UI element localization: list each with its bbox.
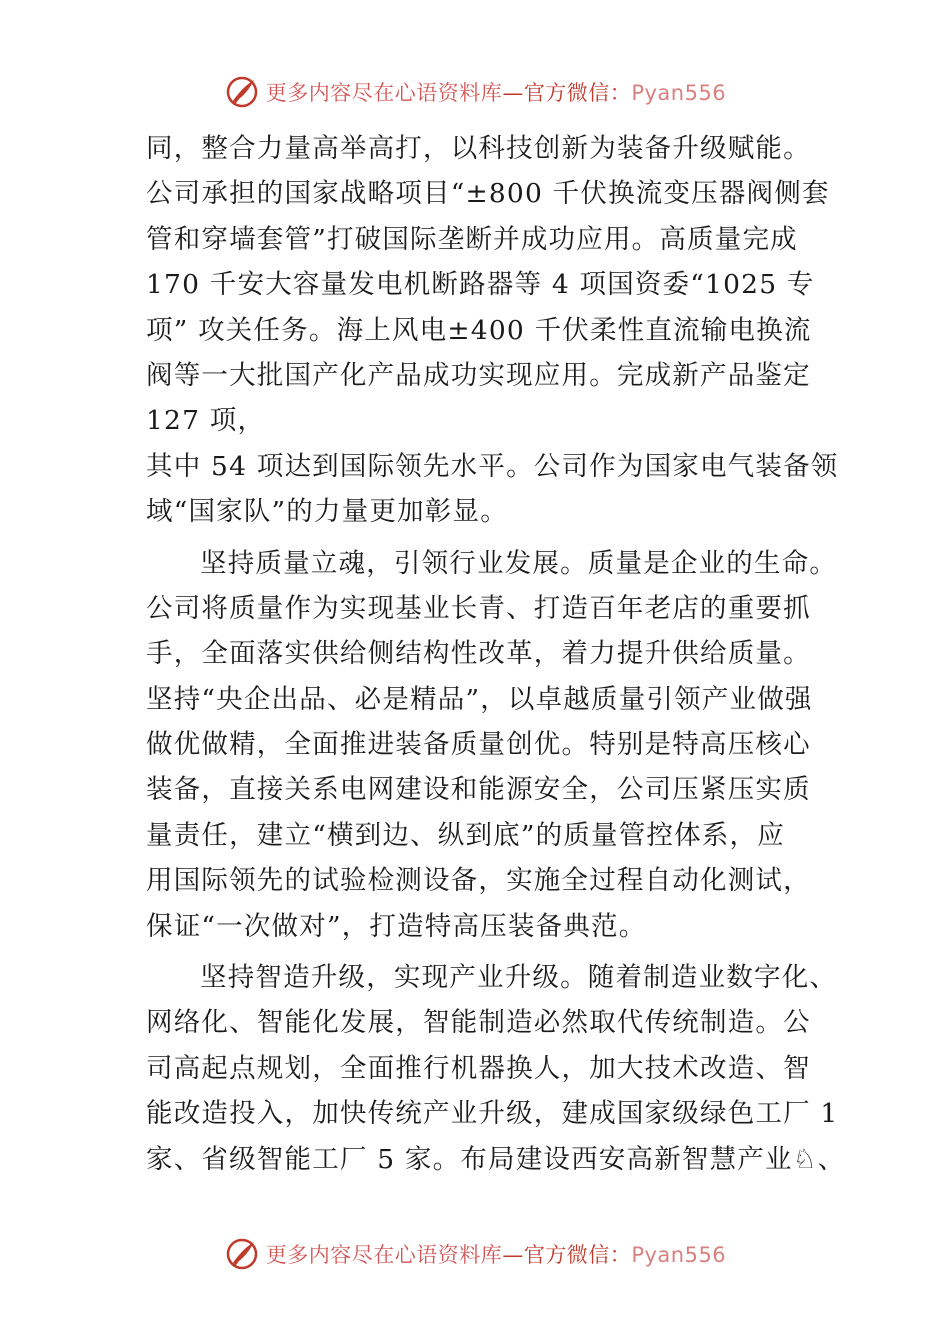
header-text <box>266 77 726 107</box>
paragraph-2-start: 坚持质量立魂，引领行业发展。质量是企业的生命。 <box>200 547 838 579</box>
header-banner <box>0 72 950 112</box>
header-banner-inner <box>224 74 726 110</box>
text-line-2: 公司承担的国家战略项目“±800 千伏换流变压器阀侧套 <box>146 178 830 210</box>
text-line-22: 能改造投入，加快传统产业升级，建成国家级绿色工厂 1 <box>146 1098 839 1130</box>
text-line-21: 司高起点规划，全面推行机器换人，加大技术改造、智 <box>146 1052 811 1084</box>
header-wechat-label: 官方微信： <box>523 81 632 105</box>
text-line-4: 170 千安大容量发电机断路器等 4 项国资委“1025 专 <box>146 269 815 301</box>
quill-logo-icon <box>224 74 260 110</box>
header-separator: — <box>502 81 524 105</box>
paragraph-3-start: 坚持智造升级，实现产业升级。随着制造业数字化、 <box>200 962 838 994</box>
text-line-13: 坚持“央企出品、必是精品”，以卓越质量引领产业做强 <box>146 683 813 715</box>
text-line-9: 域“国家队”的力量更加彰显。 <box>146 496 508 528</box>
text-line-5: 项” 攻关任务。海上风电±400 千伏柔性直流输电换流 <box>146 314 812 346</box>
footer-wechat-label: 官方微信： <box>523 1243 632 1267</box>
text-line-7: 127 项， <box>146 405 266 437</box>
text-line-3: 管和穿墙套管”打破国际垄断并成功应用。高质量完成 <box>146 223 798 255</box>
footer-banner <box>0 1234 950 1274</box>
footer-banner-inner <box>224 1236 726 1272</box>
text-line-11: 公司将质量作为实现基业长青、打造百年老店的重要抓 <box>146 592 811 624</box>
text-line-12: 手，全面落实供给侧结构性改革，着力提升供给质量。 <box>146 638 811 670</box>
text-line-20: 网络化、智能化发展，智能制造必然取代传统制造。公 <box>146 1007 811 1039</box>
quill-logo-icon <box>224 1236 260 1272</box>
footer-text <box>266 1239 726 1269</box>
text-line-16: 量责任，建立“横到边、纵到底”的质量管控体系，应 <box>146 819 785 851</box>
text-line-14: 做优做精，全面推进装备质量创优。特别是特高压核心 <box>146 729 811 761</box>
text-line-23: 家、省级智能工厂 5 家。布局建设西安高新智慧产业♘、 <box>146 1143 846 1175</box>
footer-wechat-id: Pyan556 <box>631 1243 727 1267</box>
document-body <box>146 126 846 1182</box>
text-line-17: 用国际领先的试验检测设备，实施全过程自动化测试， <box>146 865 811 897</box>
text-line-18: 保证“一次做对”，打造特高压装备典范。 <box>146 910 647 942</box>
text-line-8: 其中 54 项达到国际领先水平。公司作为国家电气装备领 <box>146 450 839 482</box>
text-line-6: 阀等一大批国产化产品成功实现应用。完成新产品鉴定 <box>146 359 811 391</box>
header-brand: 更多内容尽在心语资料库 <box>265 81 503 105</box>
text-line-1: 同，整合力量高举高打，以科技创新为装备升级赋能。 <box>146 133 811 164</box>
footer-brand: 更多内容尽在心语资料库 <box>265 1243 503 1267</box>
footer-separator: — <box>502 1243 524 1267</box>
text-line-15: 装备，直接关系电网建设和能源安全，公司压紧压实质 <box>146 774 811 806</box>
header-wechat-id: Pyan556 <box>631 81 727 105</box>
